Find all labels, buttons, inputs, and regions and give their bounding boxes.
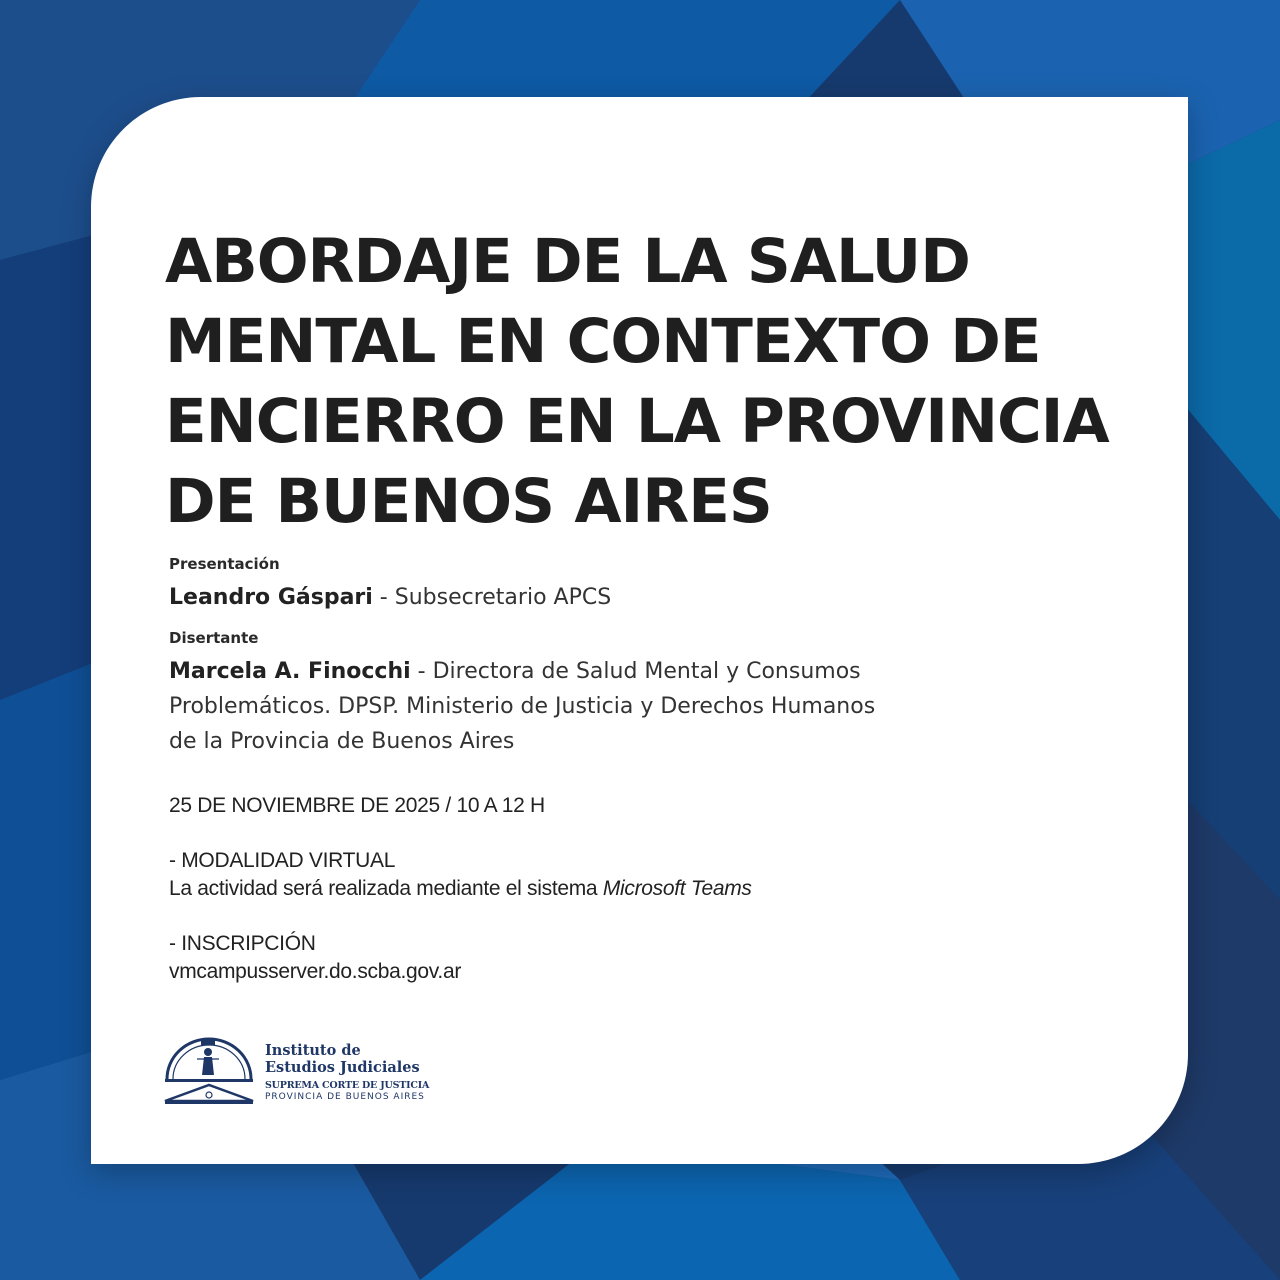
disertante-role-line: de la Provincia de Buenos Aires xyxy=(169,729,515,754)
courthouse-justice-icon xyxy=(163,1035,263,1107)
modalidad-text: La actividad será realizada mediante el sistema xyxy=(169,877,603,900)
event-title xyxy=(165,222,1125,542)
logo-line: SUPREMA CORTE DE JUSTICIA xyxy=(265,1080,430,1091)
disertante-label: Disertante xyxy=(169,629,259,647)
logo-line: Estudios Judiciales xyxy=(265,1059,420,1076)
disertante-role: - Directora de Salud Mental y Consumos xyxy=(410,659,861,684)
modalidad-heading: - MODALIDAD VIRTUAL xyxy=(169,849,396,872)
title-line: ENCIERRO EN LA PROVINCIA xyxy=(165,386,1109,457)
presentacion-role: - Subsecretario APCS xyxy=(372,585,612,610)
logo-line: Instituto de xyxy=(265,1042,361,1059)
title-line: DE BUENOS AIRES xyxy=(165,466,772,537)
disertante-role-line: Problemáticos. DPSP. Ministerio de Justicia y Derechos Humanos xyxy=(169,694,876,719)
disertante-name: Marcela A. Finocchi xyxy=(169,659,411,684)
modalidad-block xyxy=(169,847,752,903)
modalidad-platform: Microsoft Teams xyxy=(602,877,752,900)
disertante-speaker xyxy=(169,654,875,759)
presentacion-label: Presentación xyxy=(169,555,280,573)
title-line: MENTAL EN CONTEXTO DE xyxy=(165,306,1041,377)
institution-logo-text xyxy=(265,1042,429,1103)
inscripcion-url[interactable]: vmcampusserver.do.scba.gov.ar xyxy=(169,960,462,983)
event-date: 25 DE NOVIEMBRE DE 2025 / 10 A 12 H xyxy=(169,794,545,817)
presentacion-speaker xyxy=(169,580,611,615)
inscripcion-block xyxy=(169,930,461,986)
title-line: ABORDAJE DE LA SALUD xyxy=(165,226,970,297)
logo-line: PROVINCIA DE BUENOS AIRES xyxy=(265,1092,425,1102)
presentacion-name: Leandro Gáspari xyxy=(169,585,373,610)
inscripcion-heading: - INSCRIPCIÓN xyxy=(169,932,316,955)
